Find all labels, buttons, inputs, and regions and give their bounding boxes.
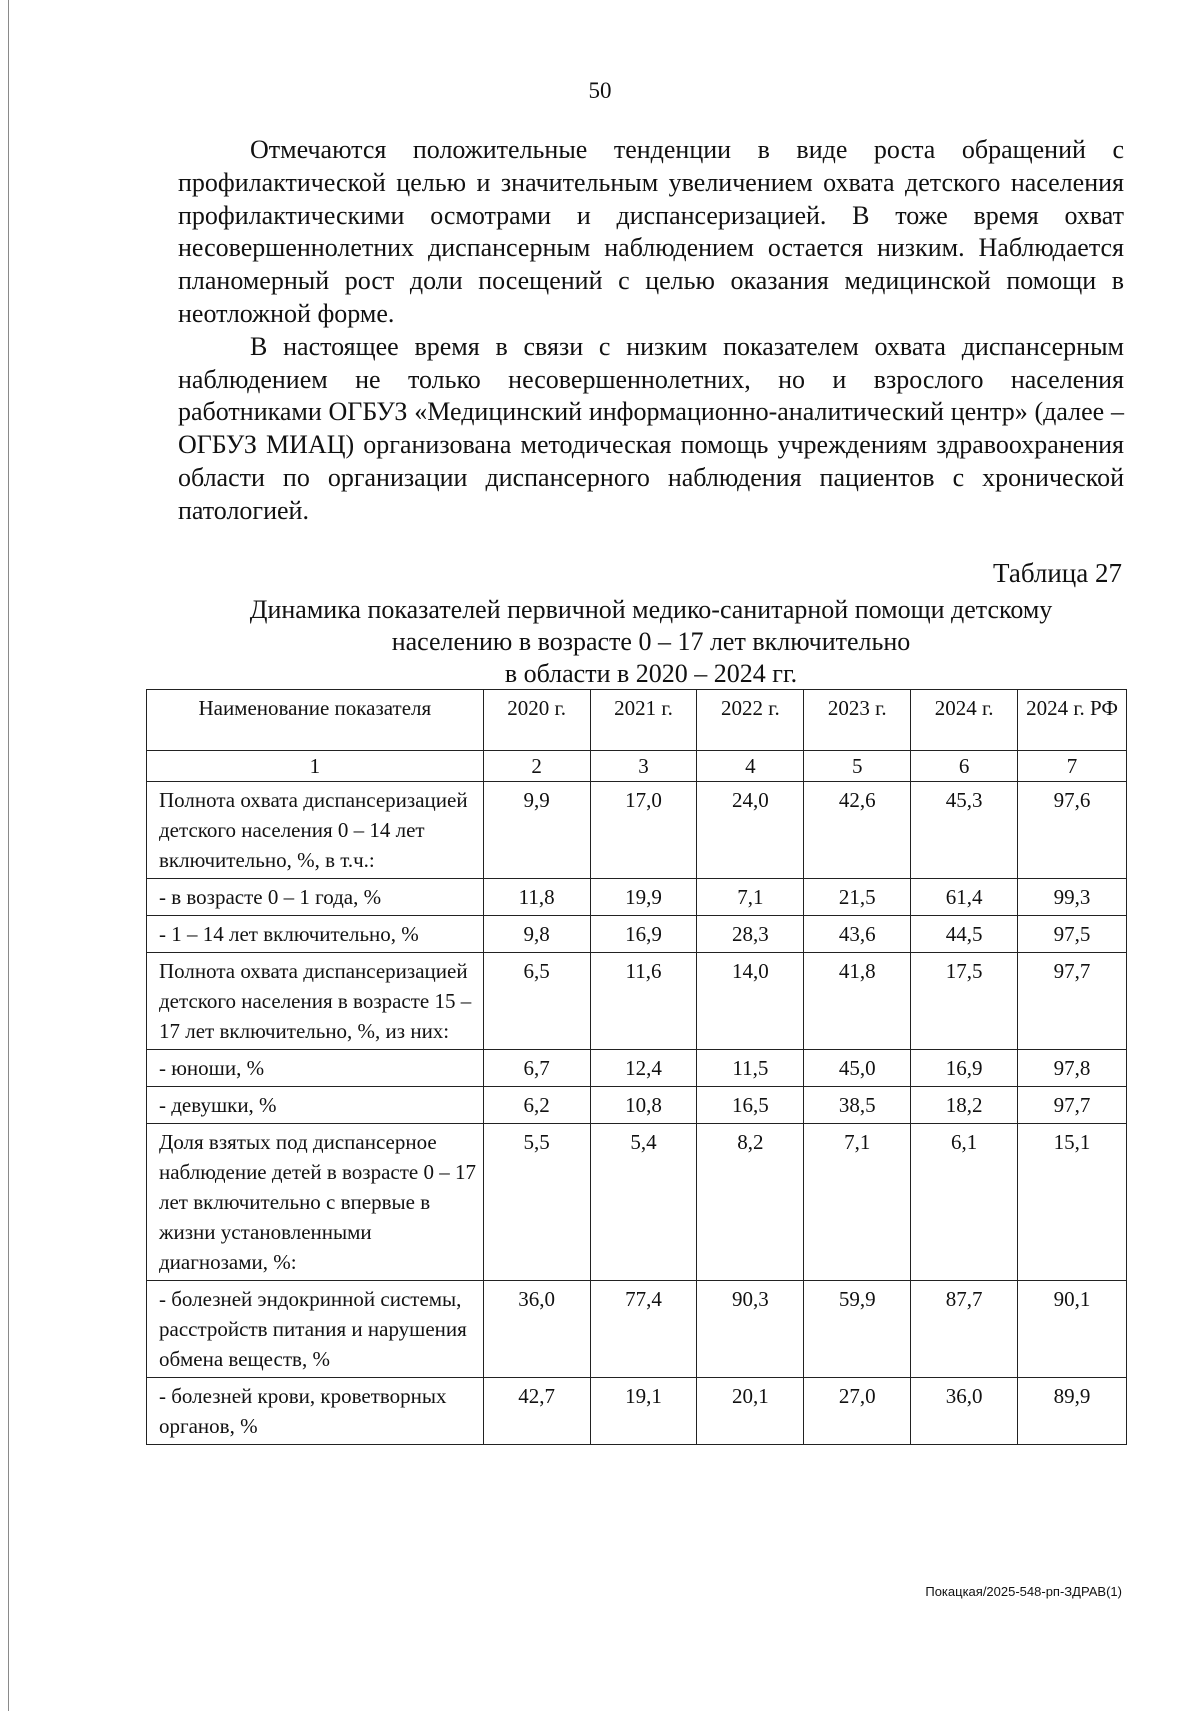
value-cell: 99,3 [1018,879,1127,916]
value-cell: 6,2 [483,1087,590,1124]
indicator-name: Доля взятых под диспансерное наблюдение детей в возрасте 0 – 17 лет включительно с впервые в жизни установленными диагнозами, %: [147,1124,484,1281]
value-cell: 11,8 [483,879,590,916]
column-number-cell: 1 [147,751,484,782]
paragraph-1: Отмечаются положительные тенденции в виде роста обращений с профилактической целью и значительным увеличением охвата детского населения профилактическими осмотрами и диспансеризацией. В тоже время охват несовершеннолетних диспансерным наблюдением остается низким. Наблюдается планомерный рост доли посещений с целью оказания медицинской помощи в неотложной форме. [178,135,1124,328]
value-cell: 21,5 [804,879,911,916]
header-cell: 2023 г. [804,690,911,751]
value-cell: 38,5 [804,1087,911,1124]
value-cell: 14,0 [697,953,804,1050]
value-cell: 42,7 [483,1378,590,1445]
value-cell: 17,5 [911,953,1018,1050]
value-cell: 90,3 [697,1281,804,1378]
value-cell: 45,3 [911,782,1018,879]
table-row [147,1087,1127,1124]
value-cell: 11,5 [697,1050,804,1087]
value-cell: 5,5 [483,1124,590,1281]
value-cell: 7,1 [697,879,804,916]
value-cell: 90,1 [1018,1281,1127,1378]
column-number-cell: 2 [483,751,590,782]
table-label: Таблица 27 [993,558,1122,588]
value-cell: 44,5 [911,916,1018,953]
value-cell: 36,0 [483,1281,590,1378]
value-cell: 89,9 [1018,1378,1127,1445]
value-cell: 15,1 [1018,1124,1127,1281]
value-cell: 97,5 [1018,916,1127,953]
value-cell: 16,5 [697,1087,804,1124]
scan-edge-line [8,0,9,1711]
value-cell: 20,1 [697,1378,804,1445]
value-cell: 19,1 [590,1378,697,1445]
header-cell: 2021 г. [590,690,697,751]
table-row [147,782,1127,879]
value-cell: 9,9 [483,782,590,879]
value-cell: 36,0 [911,1378,1018,1445]
value-cell: 12,4 [590,1050,697,1087]
table-row [147,1050,1127,1087]
column-number-row [147,751,1127,782]
value-cell: 8,2 [697,1124,804,1281]
table-title [178,594,1124,690]
table-row [147,1124,1127,1281]
indicator-name: - болезней эндокринной системы, расстройств питания и нарушения обмена веществ, % [147,1281,484,1378]
value-cell: 24,0 [697,782,804,879]
column-number-cell: 6 [911,751,1018,782]
indicator-name: Полнота охвата диспансеризацией детского населения 0 – 14 лет включительно, %, в т.ч.: [147,782,484,879]
value-cell: 5,4 [590,1124,697,1281]
header-cell: 2024 г. РФ [1018,690,1127,751]
column-number-cell: 5 [804,751,911,782]
header-cell: 2020 г. [483,690,590,751]
indicator-name: - девушки, % [147,1087,484,1124]
value-cell: 97,6 [1018,782,1127,879]
value-cell: 6,5 [483,953,590,1050]
value-cell: 18,2 [911,1087,1018,1124]
value-cell: 42,6 [804,782,911,879]
value-cell: 97,8 [1018,1050,1127,1087]
value-cell: 10,8 [590,1087,697,1124]
table-title-line: Динамика показателей первичной медико-санитарной помощи детскому [249,595,1053,624]
indicator-name: - болезней крови, кроветворных органов, % [147,1378,484,1445]
value-cell: 11,6 [590,953,697,1050]
value-cell: 27,0 [804,1378,911,1445]
value-cell: 6,1 [911,1124,1018,1281]
column-number-cell: 3 [590,751,697,782]
paragraph-2: В настоящее время в связи с низким показателем охвата диспансерным наблюдением не только несовершеннолетних, но и взрослого населения работниками ОГБУЗ «Медицинский информационно-аналитический центр» (далее – ОГБУЗ МИАЦ) организована методическая помощь учреждениям здравоохранения области по организации диспансерного наблюдения пациентов с хронической патологией. [178,331,1124,525]
document-reference: Покацкая/2025-548-рп-ЗДРАВ(1) [925,1584,1122,1599]
header-cell: Наименование показателя [147,690,484,751]
table-header-row [147,690,1127,751]
header-cell: 2022 г. [697,690,804,751]
indicators-table [146,689,1127,1445]
value-cell: 16,9 [590,916,697,953]
table-title-line: населению в возрасте 0 – 17 лет включительно [391,627,911,656]
body-text [178,134,1124,528]
column-number-cell: 7 [1018,751,1127,782]
value-cell: 9,8 [483,916,590,953]
indicator-name: - в возрасте 0 – 1 года, % [147,879,484,916]
value-cell: 97,7 [1018,953,1127,1050]
table-row [147,879,1127,916]
value-cell: 77,4 [590,1281,697,1378]
table-row [147,1281,1127,1378]
value-cell: 43,6 [804,916,911,953]
value-cell: 45,0 [804,1050,911,1087]
header-cell: 2024 г. [911,690,1018,751]
table-title-line: в области в 2020 – 2024 гг. [504,659,798,688]
value-cell: 28,3 [697,916,804,953]
value-cell: 41,8 [804,953,911,1050]
value-cell: 17,0 [590,782,697,879]
value-cell: 59,9 [804,1281,911,1378]
indicator-name: - юноши, % [147,1050,484,1087]
page-number: 50 [588,78,612,103]
table-row [147,1378,1127,1445]
table-row [147,916,1127,953]
indicator-name: - 1 – 14 лет включительно, % [147,916,484,953]
column-number-cell: 4 [697,751,804,782]
value-cell: 97,7 [1018,1087,1127,1124]
value-cell: 87,7 [911,1281,1018,1378]
value-cell: 61,4 [911,879,1018,916]
value-cell: 16,9 [911,1050,1018,1087]
value-cell: 7,1 [804,1124,911,1281]
indicator-name: Полнота охвата диспансеризацией детского населения в возрасте 15 – 17 лет включительно, %, из них: [147,953,484,1050]
table-row [147,953,1127,1050]
value-cell: 19,9 [590,879,697,916]
value-cell: 6,7 [483,1050,590,1087]
